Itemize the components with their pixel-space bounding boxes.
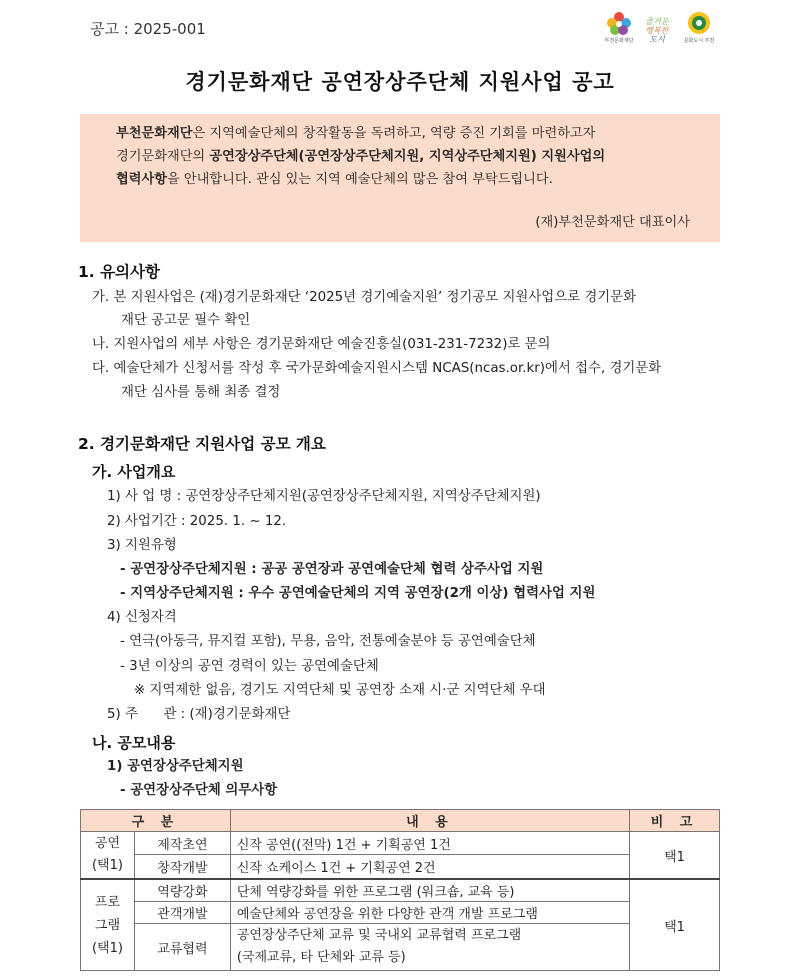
slogan-line-2: 행복한 — [645, 26, 669, 35]
header-note: 비 고 — [630, 810, 720, 832]
section-1-heading: 1. 유의사항 — [78, 263, 160, 281]
program-1-duty — [120, 781, 277, 801]
group-performance-label: 공연 — [94, 836, 121, 851]
support-type-2-text: - 지역상주단체지원 : 우수 공연예술단체의 지역 공연장(2개 이상) 협력사업 지원 — [120, 586, 596, 601]
intro-line-2-text: 경기문화재단의 — [116, 149, 210, 164]
intro-signature: (재)부천문화재단 대표이사 — [535, 215, 690, 230]
eligibility-note: ※ 지역제한 없음, 경기도 지역단체 및 공연장 소재 시·군 지역단체 우대 — [134, 683, 546, 698]
intro-line-1 — [116, 122, 706, 145]
intro-line-3-text: 을 안내합니다. 관심 있는 지역 예술단체의 많은 참여 부탁드립니다. — [166, 172, 553, 187]
table-row — [81, 879, 720, 902]
section-2-sub-a: 가. 사업개요 — [92, 463, 176, 481]
program-1-text: 1) 공연장상주단체지원 — [107, 759, 244, 774]
culture-city-caption: 문화도시 부천 — [683, 38, 715, 44]
row-content: 신작 쇼케이스 1건 + 기획공연 2건 — [230, 855, 629, 879]
section-1-item-ga-cont: 재단 공고문 필수 확인 — [121, 313, 251, 328]
bucheon-flower-icon — [606, 11, 632, 35]
intro-coop: 협력사항 — [116, 172, 167, 187]
row-content: 예술단체와 공연장을 위한 다양한 관객 개발 프로그램 — [230, 902, 629, 924]
group-performance-choice: (택1) — [91, 858, 123, 873]
support-type-heading: 3) 지원유형 — [107, 538, 177, 553]
business-period: 2) 사업기간 : 2025. 1. ~ 12. — [107, 514, 287, 529]
intro-line-3 — [116, 168, 706, 191]
table-row — [81, 902, 720, 924]
group-performance-note: 택1 — [630, 832, 720, 880]
section-1-item-da: 다. 예술단체가 신청서를 작성 후 국가문화예술지원시스템 NCAS(ncas.or.kr)에서 접수, 경기문화 — [92, 361, 662, 376]
slogan-line-1: 즐거운 — [645, 17, 669, 26]
row-content: 신작 공연((전막) 1건 + 기획공연 1건 — [230, 832, 629, 855]
support-type-2 — [120, 584, 595, 604]
host-org: 5) 주 관 : (재)경기문화재단 — [107, 707, 291, 722]
page-title: 경기문화재단 공연장상주단체 지원사업 공고 — [185, 70, 615, 94]
row-content — [230, 924, 629, 971]
table-row — [81, 855, 720, 879]
table-header-row — [81, 810, 720, 832]
notice-number: 공고 : 2025-001 — [90, 20, 206, 38]
row-content-line-1: 공연장상주단체 교류 및 국내외 교류협력 프로그램 — [236, 928, 522, 943]
row-content-line-2: (국제교류, 타 단체와 교류 등) — [236, 950, 406, 965]
intro-line-2 — [116, 145, 706, 168]
row-type: 창작개발 — [134, 855, 230, 879]
intro-box — [80, 114, 720, 242]
program-1-duty-text: - 공연장상주단체 의무사항 — [120, 783, 278, 798]
slogan-logo — [642, 10, 672, 44]
slogan-line-3: 도시 — [649, 35, 665, 44]
eligibility-heading: 4) 신청자격 — [107, 610, 177, 625]
section-2-heading: 2. 경기문화재단 지원사업 공모 개요 — [78, 435, 326, 453]
group-program-choice: (택1) — [91, 940, 123, 956]
table-row — [81, 924, 720, 971]
section-1-item-na: 나. 지원사업의 세부 사항은 경기문화재단 예술진흥실(031-231-7232)로 문의 — [92, 337, 551, 352]
group-program-note: 택1 — [630, 879, 720, 971]
row-type: 역량강화 — [134, 879, 230, 902]
section-1-item-da-cont: 재단 심사를 통해 최종 결정 — [121, 385, 281, 400]
header-category: 구 분 — [81, 810, 231, 832]
row-type: 관객개발 — [134, 902, 230, 924]
table-row — [81, 832, 720, 855]
section-2-sub-b: 나. 공모내용 — [92, 734, 176, 752]
group-program-label-1: 프로 — [94, 894, 121, 910]
group-performance — [81, 832, 135, 880]
row-type: 제작초연 — [134, 832, 230, 855]
intro-org: 부천문화재단 — [116, 126, 193, 141]
intro-line-1-text: 은 지역예술단체의 창작활동을 독려하고, 역량 증진 기회를 마련하고자 — [192, 126, 596, 141]
culture-city-logo — [680, 10, 718, 44]
row-type: 교류협력 — [134, 924, 230, 971]
bucheon-logo-caption: 부천문화재단 — [604, 38, 634, 44]
eligibility-1: - 연극(아동극, 뮤지컬 포함), 무용, 음악, 전통예술분야 등 공연예술단체 — [120, 634, 536, 649]
group-program — [81, 879, 135, 971]
bucheon-foundation-logo — [604, 10, 634, 44]
business-name: 1) 사 업 명 : 공연장상주단체지원(공연장상주단체지원, 지역상주단체지원) — [107, 489, 541, 504]
support-type-1 — [120, 560, 543, 580]
section-1-item-ga: 가. 본 지원사업은 (재)경기문화재단 ‘2025년 경기예술지원’ 정기공모 지원사업으로 경기문화 — [92, 290, 637, 305]
culture-city-icon — [687, 11, 711, 35]
eligibility-2: - 3년 이상의 공연 경력이 있는 공연예술단체 — [120, 659, 379, 674]
group-program-label-2: 그램 — [94, 917, 121, 933]
header-content: 내 용 — [230, 810, 629, 832]
duty-table — [80, 809, 720, 971]
header-logos — [604, 10, 718, 44]
row-content: 단체 역량강화를 위한 프로그램 (워크숍, 교육 등) — [230, 879, 629, 902]
support-type-1-text: - 공연장상주단체지원 : 공공 공연장과 공연예술단체 협력 상주사업 지원 — [120, 562, 544, 577]
intro-program: 공연장상주단체(공연장상주단체지원, 지역상주단체지원) 지원사업의 — [209, 149, 606, 164]
program-1 — [107, 757, 244, 777]
